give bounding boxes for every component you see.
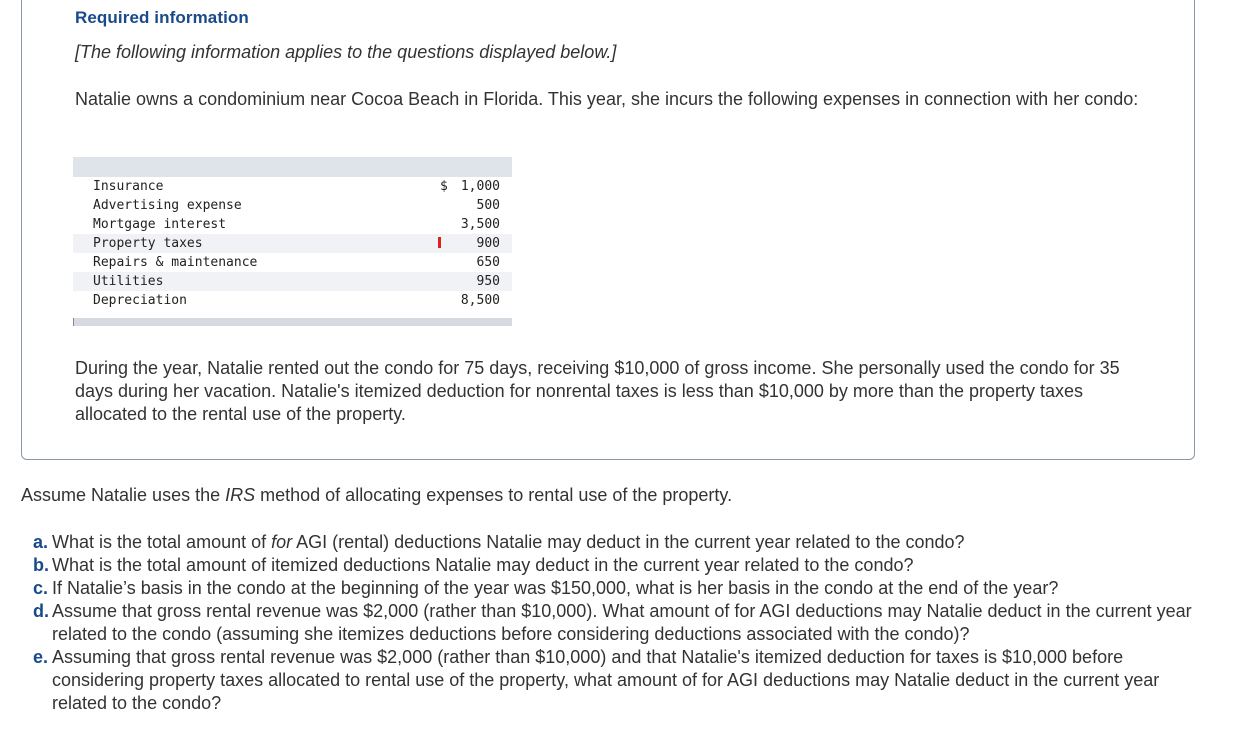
text-cursor-marker xyxy=(438,237,441,248)
assumption-statement xyxy=(21,485,732,506)
table-header-bar xyxy=(73,157,512,177)
expense-label: Utilities xyxy=(93,274,164,289)
required-information-heading: Required information xyxy=(75,8,249,27)
question-letter: e. xyxy=(33,647,49,667)
expense-row-utilities xyxy=(73,272,512,291)
question-letter: c. xyxy=(33,578,49,598)
table-footer-bar xyxy=(73,318,512,326)
question-a xyxy=(33,531,1213,554)
expense-label: Advertising expense xyxy=(93,198,242,213)
expense-row-advertising xyxy=(73,196,512,215)
currency-symbol: $ xyxy=(440,179,448,194)
question-emphasis: for xyxy=(271,532,293,552)
expense-label: Insurance xyxy=(93,179,164,194)
expense-row-property-taxes xyxy=(73,234,512,253)
expense-amount: 950 xyxy=(476,274,500,289)
expense-row-repairs xyxy=(73,253,512,272)
question-text: What is the total amount of itemized deductions Natalie may deduct in the current year related to the condo? xyxy=(52,555,914,575)
assumption-text: Assume Natalie uses the xyxy=(21,485,226,505)
question-letter: b. xyxy=(33,555,49,575)
question-letter: d. xyxy=(33,601,49,621)
expense-amount: 3,500 xyxy=(460,217,500,232)
question-c xyxy=(33,577,1213,600)
expense-amount: 500 xyxy=(476,198,500,213)
assumption-emphasis: IRS xyxy=(225,485,256,505)
rental-usage-paragraph: During the year, Natalie rented out the condo for 75 days, receiving $10,000 of gross income. She personally used the condo for 35 days during her vacation. Natalie's itemized deduction for nonrental taxes is less than $10,000 by more than the property taxes allocated to the rental use of the property. xyxy=(75,358,1120,424)
expense-row-mortgage-interest xyxy=(73,215,512,234)
expense-amount: 650 xyxy=(476,255,500,270)
question-list xyxy=(33,531,1213,715)
question-text: What is the total amount of xyxy=(52,532,272,552)
question-d xyxy=(33,600,1213,646)
question-e xyxy=(33,646,1213,715)
expense-amount: 8,500 xyxy=(460,293,500,308)
expense-amount: 900 xyxy=(476,236,500,251)
expense-amount: 1,000 xyxy=(460,179,500,194)
applies-note: [The following information applies to the questions displayed below.] xyxy=(75,42,617,62)
question-text: Assuming that gross rental revenue was $2,000 (rather than $10,000) and that Natalie's itemized deduction for taxes is $10,000 before considering property taxes allocated to rental use of the property, what amount of for AGI deductions may Natalie deduct in the current year related to the condo? xyxy=(52,647,1160,713)
question-letter: a. xyxy=(33,532,49,552)
expense-table xyxy=(73,157,512,327)
intro-paragraph: Natalie owns a condominium near Cocoa Beach in Florida. This year, she incurs the following expenses in connection with her condo: xyxy=(75,89,1139,109)
expense-row-depreciation xyxy=(73,291,512,310)
question-b xyxy=(33,554,1213,577)
question-text: AGI (rental) deductions Natalie may deduct in the current year related to the condo? xyxy=(292,532,965,552)
assumption-text: method of allocating expenses to rental use of the property. xyxy=(255,485,733,505)
expense-row-insurance xyxy=(73,177,512,196)
expense-label: Depreciation xyxy=(93,293,187,308)
expense-label: Repairs & maintenance xyxy=(93,255,258,270)
expense-label: Property taxes xyxy=(93,236,203,251)
question-text: If Natalie’s basis in the condo at the beginning of the year was $150,000, what is her basis in the condo at the end of the year? xyxy=(52,578,1059,598)
question-text: Assume that gross rental revenue was $2,000 (rather than $10,000). What amount of for AGI deductions may Natalie deduct in the current year related to the condo (assuming she itemizes deductions before considering deductions associated with the condo)? xyxy=(52,601,1192,644)
expense-label: Mortgage interest xyxy=(93,217,227,232)
